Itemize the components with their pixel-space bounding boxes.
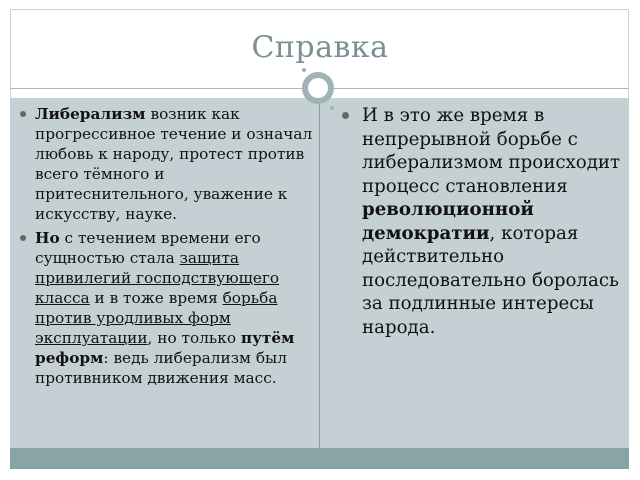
bullet-paragraph [20, 228, 316, 388]
bullet-icon [342, 112, 349, 119]
paragraph-text: с течением времени его сущностью стала [35, 229, 261, 267]
paragraph-text: И в это же время в непрерывной борьбе с либерализмом происходит процесс становления [362, 105, 621, 197]
slide-title: Справка [251, 30, 389, 65]
bullet-paragraph [20, 104, 316, 224]
column-divider [319, 98, 320, 448]
underlined-phrase: борьба против уродливых форм эксплуатации [35, 289, 278, 347]
bullet-icon [20, 235, 26, 241]
bold-conjunction: Но [35, 229, 60, 247]
paragraph-text: возник как прогрессивное течение и означал любовь к народу, протест против всего тёмного и притеснительного, уважение к искусству, науке. [35, 105, 313, 223]
paragraph-text: , но только [147, 329, 241, 347]
ornament-dot-icon [330, 106, 334, 110]
circle-ornament-icon [302, 72, 334, 104]
footer-band [10, 448, 629, 469]
ornament-dot-icon [302, 68, 306, 72]
right-column [342, 104, 624, 343]
paragraph-text: : ведь либерализм был противником движения масс. [35, 349, 287, 387]
left-column [20, 104, 316, 392]
bullet-icon [20, 111, 26, 117]
bold-phrase: путём реформ [35, 329, 295, 367]
paragraph-text: , которая действительно последовательно боролась за подлинные интересы народа. [362, 222, 619, 338]
term-liberalism: Либерализм [35, 105, 146, 123]
paragraph-text: и в тоже время [89, 289, 223, 307]
underlined-phrase: защита привилегий господствующего класса [35, 249, 280, 307]
bold-phrase: революционной демократии [362, 199, 534, 244]
bullet-paragraph [342, 104, 624, 339]
